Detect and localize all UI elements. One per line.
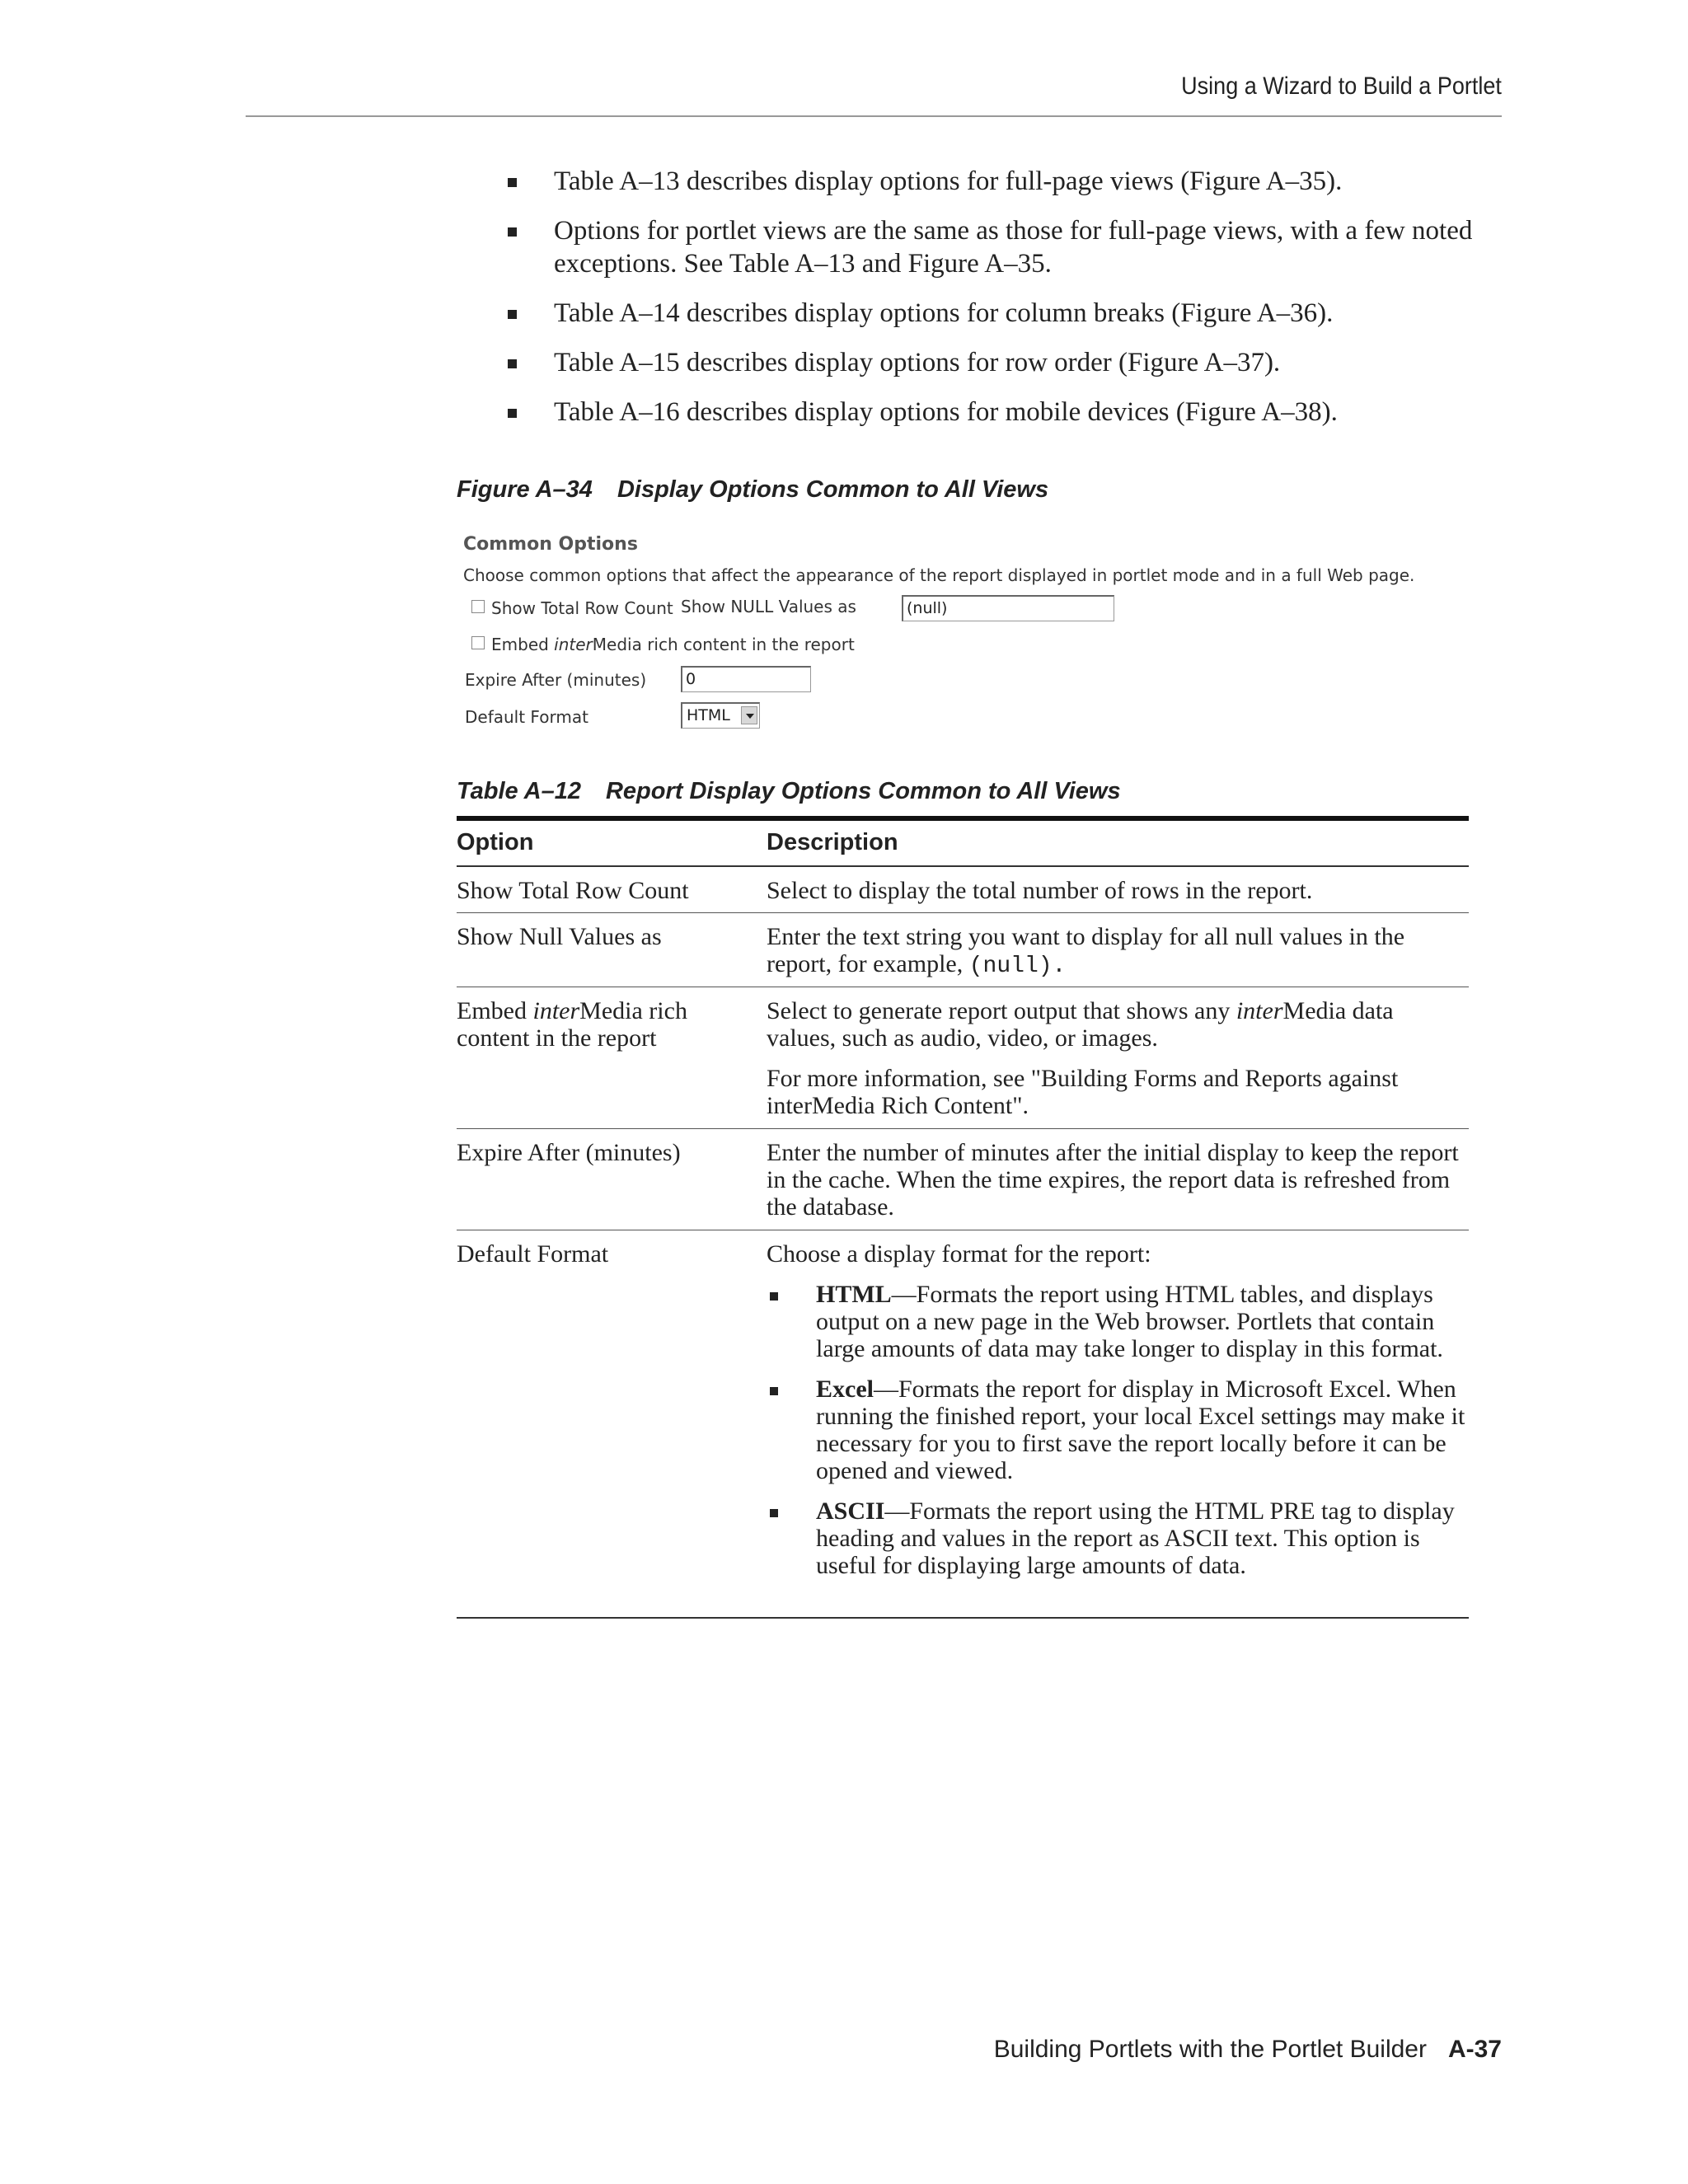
list-item: ASCII—Formats the report using the HTML PRE tag to display heading and values in the report as ASCII text. This option is useful for displaying large amounts of data. [767,1497,1467,1579]
description-cell: Choose a display format for the report: HTML—Formats the report using HTML tables, and displays output on a new page in the Web browser. Portlets that contain large amounts of data may take longer to display in this format. Excel—Formats the report for display in Microsoft Excel. When running the finished report, your local Excel settings may make it necessary for you to first save the report locally before it can be opened and viewed. ASCII—Formats the report using the HTML PRE tag to display heading and values in the report as ASCII text. This option is useful for displaying large amounts of data. [767,1240,1467,1592]
list-item: Table A–15 describes display options for row order (Figure A–37). [504,346,1510,379]
code-sample: (null). [968,954,1067,979]
list-item: Options for portlet views are the same as those for full-page views, with a few noted exceptions. See Table A–13 and Figure A–35. [504,214,1510,280]
figure-caption [457,476,1048,504]
display-options-table [457,816,1469,1619]
option-cell: Embed interMedia rich content in the report [457,997,687,1052]
table-row [457,1230,1469,1619]
table-header [457,816,1469,867]
default-format-label: Default Format [465,707,588,727]
description-cell: Select to display the total number of rows in the report. [767,877,1313,904]
table-row [457,1129,1469,1230]
square-bullet-icon [508,409,517,418]
footer-book-title: Building Portlets with the Portlet Builder [993,2036,1427,2063]
default-format-value: HTML [687,706,730,724]
list-item: Excel—Formats the report for display in Microsoft Excel. When running the finished report, your local Excel settings may make it necessary for you to first save the report locally before it can be opened and viewed. [767,1376,1467,1484]
expire-after-label: Expire After (minutes) [465,670,647,690]
chevron-down-icon[interactable] [741,706,757,724]
panel-title: Common Options [463,534,638,555]
list-item: Table A–14 describes display options for column breaks (Figure A–36). [504,297,1510,330]
table-row [457,867,1469,913]
square-bullet-icon [508,310,517,319]
table-row [457,913,1469,987]
square-bullet-icon [770,1509,778,1517]
square-bullet-icon [770,1387,778,1395]
null-values-input[interactable]: (null) [902,595,1114,621]
option-cell: Show Null Values as [457,923,662,950]
embed-intermedia-checkbox[interactable] [471,636,485,649]
expire-after-input[interactable]: 0 [681,666,811,692]
option-cell: Show Total Row Count [457,877,689,904]
common-options-figure [463,527,1415,750]
show-null-values-label: Show NULL Values as [681,597,856,616]
description-cell: Enter the text string you want to display for all null values in the report, for example, (null). [767,923,1405,979]
table-title: Report Display Options Common to All Views [605,778,1121,804]
embed-intermedia-label: Embed interMedia rich content in the report [491,635,855,654]
description-cell: Enter the number of minutes after the initial display to keep the report in the cache. When the time expires, the report data is refreshed from the database. [767,1139,1459,1221]
show-total-row-count-checkbox[interactable] [471,600,485,613]
default-format-select[interactable] [681,702,760,729]
figure-title: Display Options Common to All Views [617,476,1049,503]
description-cell: Select to generate report output that shows any interMedia data values, such as audio, video, or images. For more information, see "Building Forms and Reports against interMedia Rich Content". [767,997,1399,1119]
running-title: Using a Wizard to Build a Portlet [1181,73,1502,100]
table-row [457,987,1469,1129]
option-cell: Default Format [457,1240,609,1268]
square-bullet-icon [508,359,517,368]
column-header-option: Option [457,829,534,855]
running-header [246,73,1502,117]
square-bullet-icon [508,227,517,237]
list-item: Table A–13 describes display options for full-page views (Figure A–35). [504,165,1510,198]
square-bullet-icon [770,1292,778,1301]
table-caption [457,778,1121,805]
square-bullet-icon [508,178,517,187]
list-item: Table A–16 describes display options for mobile devices (Figure A–38). [504,396,1510,429]
show-total-row-count-label: Show Total Row Count [491,598,673,618]
column-header-description: Description [767,829,898,855]
page-number: A-37 [1447,2036,1502,2063]
list-item: HTML—Formats the report using HTML tables, and displays output on a new page in the Web browser. Portlets that contain large amounts of data may take longer to display in this format. [767,1281,1467,1362]
intro-bullet-list [504,165,1510,445]
table-number: Table A–12 [457,778,581,804]
format-list [767,1281,1467,1579]
page-footer [994,2036,1502,2064]
panel-description: Choose common options that affect the appearance of the report displayed in portlet mode and in a full Web page. [463,565,1415,585]
figure-number: Figure A–34 [457,476,593,503]
option-cell: Expire After (minutes) [457,1139,681,1166]
